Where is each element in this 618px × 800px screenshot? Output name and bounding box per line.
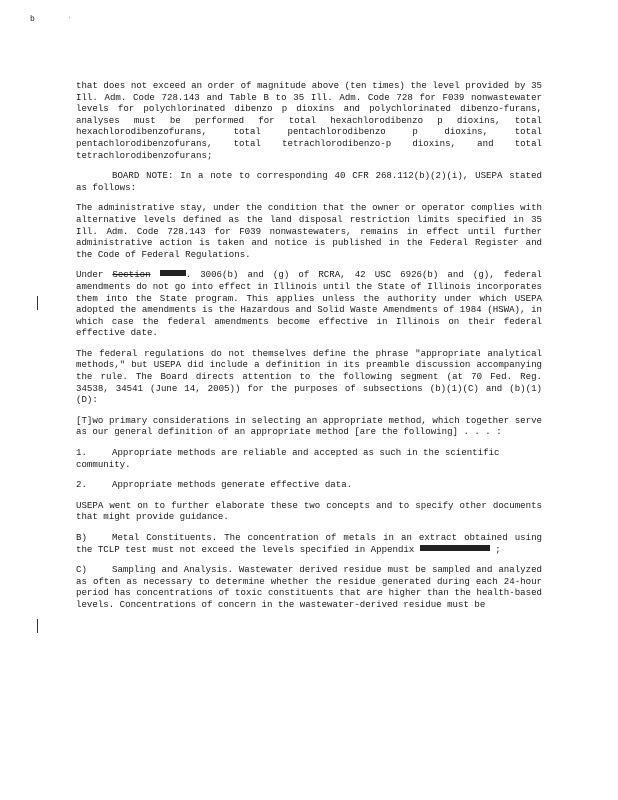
list-text: Appropriate methods are reliable and accepted as such in the scientific community.	[76, 447, 500, 470]
page-marker: b	[30, 15, 35, 24]
semicolon: ;	[495, 543, 501, 555]
paragraph-usepa-elaboration: USEPA went on to further elaborate these two concepts and to specify other documents that might provide guidance.	[76, 499, 542, 523]
change-bar-1	[37, 296, 38, 310]
struck-section-word: Section	[112, 269, 151, 281]
paragraph-sampling-analysis	[76, 564, 542, 610]
paragraph-quoted-considerations: [T]wo primary considerations in selecting an appropriate method, which together serve as our general definition of an appropriate method [are the following] . . . :	[76, 414, 542, 438]
paragraph-metal-constituents	[76, 532, 542, 555]
list-number: 1.	[76, 447, 87, 459]
list-item-2	[76, 479, 542, 491]
metal-constituents-text: Metal Constituents. The concentration of metals in an extract obtained using the TCLP test must not exceed the levels specified in Appendix	[76, 532, 542, 555]
paragraph-federal-regulations: The federal regulations do not themselves define the phrase "appropriate analytical methods," but USEPA did include a definition in its preamble discussion accompanying the rule. The Board directs attention to the following segment (at 70 Fed. Reg. 34538, 34541 (June 14, 2005)) for the purposes of subsections (b)(1)(C) and (b)(1)(D):	[76, 347, 542, 406]
redaction-mark	[420, 545, 490, 551]
subsection-label: B)	[76, 532, 87, 543]
change-bar-2	[37, 619, 38, 633]
board-note: BOARD NOTE: In a note to corresponding 40 CFR 268.112(b)(2)(i), USEPA stated as follows:	[76, 170, 542, 193]
paragraph-administrative-stay: The administrative stay, under the condition that the owner or operator complies with alternative levels defined as the land disposal restriction limits specified in 35 Ill. Adm. Code 728.143 for F039 nonwastewaters, remains in effect until further administrative action is taken and notice is published in the Federal Register and the Code of Federal Regulations.	[76, 202, 542, 260]
sampling-analysis-text: Sampling and Analysis. Wastewater derived residue must be sampled and analyzed as often as necessary to determine whether the residue generated during each 24-hour period has concentrations of toxic constituents that are higher than the health-based levels. Concentrations of concern in the wastewater-derived residue must be	[76, 564, 542, 610]
redaction-mark	[160, 270, 186, 276]
subsection-label: C)	[76, 564, 87, 576]
rcra-text: . 3006(b) and (g) of RCRA, 42 USC 6926(b) and (g), federal amendments do not go into effect in Illinois until the State of Illinois incorporates them into the State program. This applies unless the authority under which USEPA adopted the amendments is the Hazardous and Solid Waste Amendments of 1984 (HSWA), in which case the federal amendments become effective in Illinois on their federal effective date.	[76, 269, 542, 339]
list-text: Appropriate methods generate effective data.	[112, 479, 353, 491]
list-item-1	[76, 447, 542, 470]
paragraph-continuation: that does not exceed an order of magnitude above (ten times) the level provided by 35 Ill. Adm. Code 728.143 and Table B to 35 Ill. Adm. Code 728 for F039 nonwastewater levels for polychlorinated dibenzo p dioxins and polychlorinated dibenzo-furans, analyses must be performed for total hexachlorodibenzo p dioxins, total hexachlorodibenzofurans, total pentachlorodibenzo p dioxins, total pentachlorodibenzofurans, total tetrachlorodibenzo-p dioxins, and total tetrachlorodibenzofurans;	[76, 80, 542, 161]
document-body	[76, 80, 542, 620]
list-number: 2.	[76, 479, 87, 491]
scan-speck: '	[68, 16, 72, 23]
under-word: Under	[76, 269, 104, 281]
paragraph-rcra-amendments	[76, 269, 542, 339]
